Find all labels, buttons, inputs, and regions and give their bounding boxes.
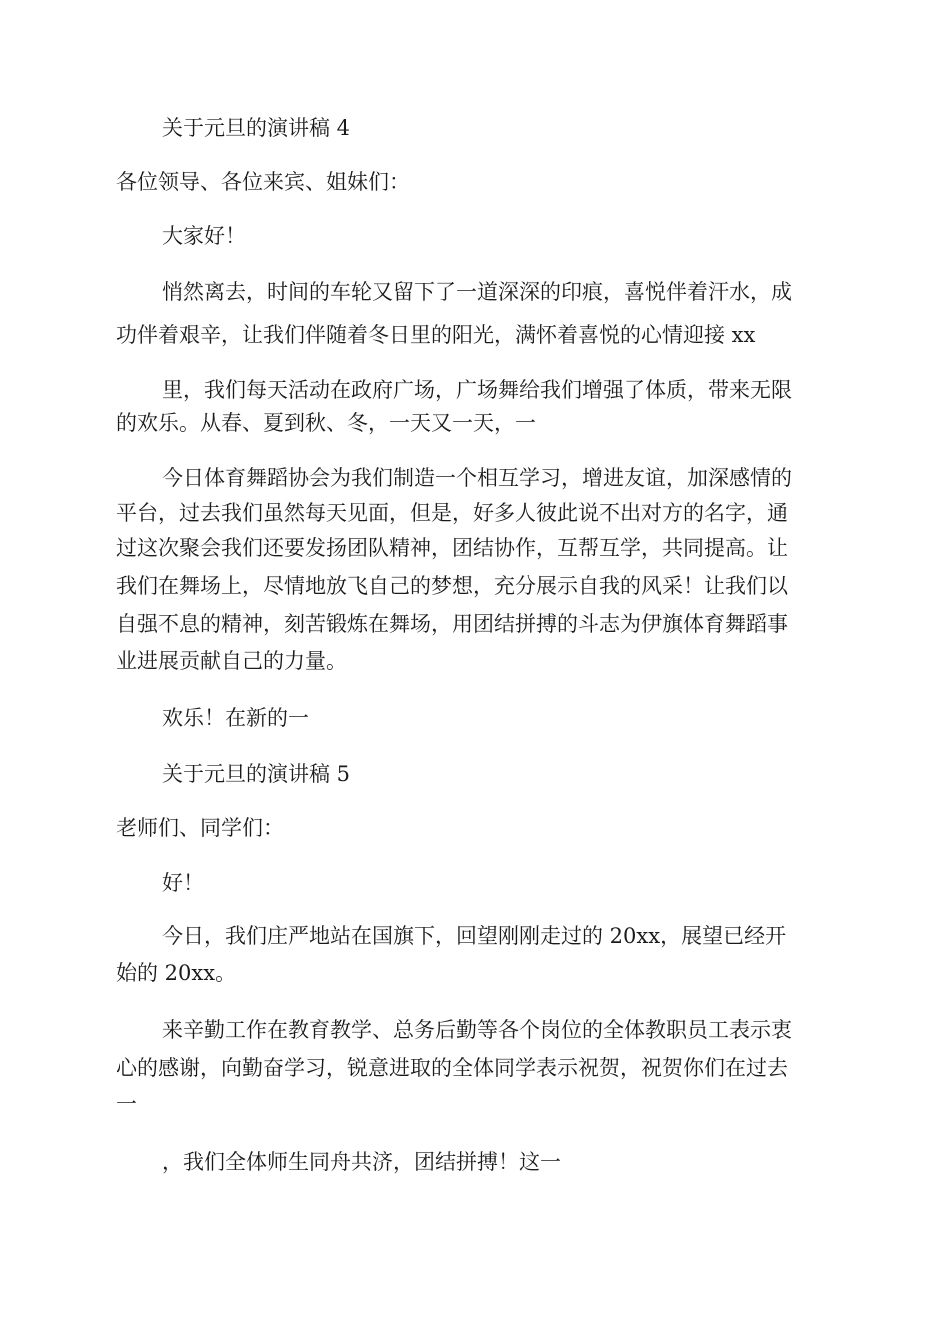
speech-5-paragraph-line: 始的 20xx。 bbox=[116, 961, 237, 985]
speech-4-title: 关于元旦的演讲稿 4 bbox=[162, 116, 351, 140]
speech-4-paragraph-line: 过这次聚会我们还要发扬团队精神，团结协作，互帮互学，共同提高。让 bbox=[116, 536, 788, 560]
speech-5-salutation: 老师们、同学们： bbox=[116, 816, 284, 840]
speech-5-paragraph-line: 来辛勤工作在教育教学、总务后勤等各个岗位的全体教职员工表示衷 bbox=[162, 1018, 792, 1042]
speech-5-title: 关于元旦的演讲稿 5 bbox=[162, 762, 351, 786]
speech-4-paragraph-line: 平台，过去我们虽然每天见面，但是，好多人彼此说不出对方的名字，通 bbox=[116, 501, 788, 525]
speech-4-greeting: 大家好！ bbox=[162, 224, 246, 248]
speech-5-paragraph-line: 一 bbox=[116, 1092, 137, 1116]
speech-4-paragraph-line: 欢乐！在新的一 bbox=[162, 706, 309, 730]
speech-5-paragraph-line: 今日，我们庄严地站在国旗下，回望刚刚走过的 20xx，展望已经开 bbox=[162, 924, 787, 948]
speech-4-paragraph-line: 今日体育舞蹈协会为我们制造一个相互学习，增进友谊，加深感情的 bbox=[162, 466, 792, 490]
speech-4-paragraph-line: 悄然离去，时间的车轮又留下了一道深深的印痕，喜悦伴着汗水，成 bbox=[162, 280, 792, 304]
speech-4-paragraph-line: 的欢乐。从春、夏到秋、冬，一天又一天，一 bbox=[116, 411, 536, 435]
speech-4-paragraph-line: 业进展贡献自己的力量。 bbox=[116, 649, 347, 673]
speech-4-salutation: 各位领导、各位来宾、姐妹们： bbox=[116, 170, 410, 194]
speech-5-paragraph-line: ，我们全体师生同舟共济，团结拼搏！这一 bbox=[162, 1150, 561, 1174]
speech-4-paragraph-line: 自强不息的精神，刻苦锻炼在舞场，用团结拼搏的斗志为伊旗体育舞蹈事 bbox=[116, 612, 788, 636]
speech-5-greeting: 好！ bbox=[162, 871, 204, 895]
speech-5-paragraph-line: 心的感谢，向勤奋学习，锐意进取的全体同学表示祝贺，祝贺你们在过去 bbox=[116, 1056, 788, 1080]
speech-4-paragraph-line: 我们在舞场上，尽情地放飞自己的梦想，充分展示自我的风采！让我们以 bbox=[116, 574, 788, 598]
speech-4-paragraph-line: 里，我们每天活动在政府广场，广场舞给我们增强了体质，带来无限 bbox=[162, 378, 792, 402]
speech-4-paragraph-line: 功伴着艰辛，让我们伴随着冬日里的阳光，满怀着喜悦的心情迎接 xx bbox=[116, 323, 756, 347]
